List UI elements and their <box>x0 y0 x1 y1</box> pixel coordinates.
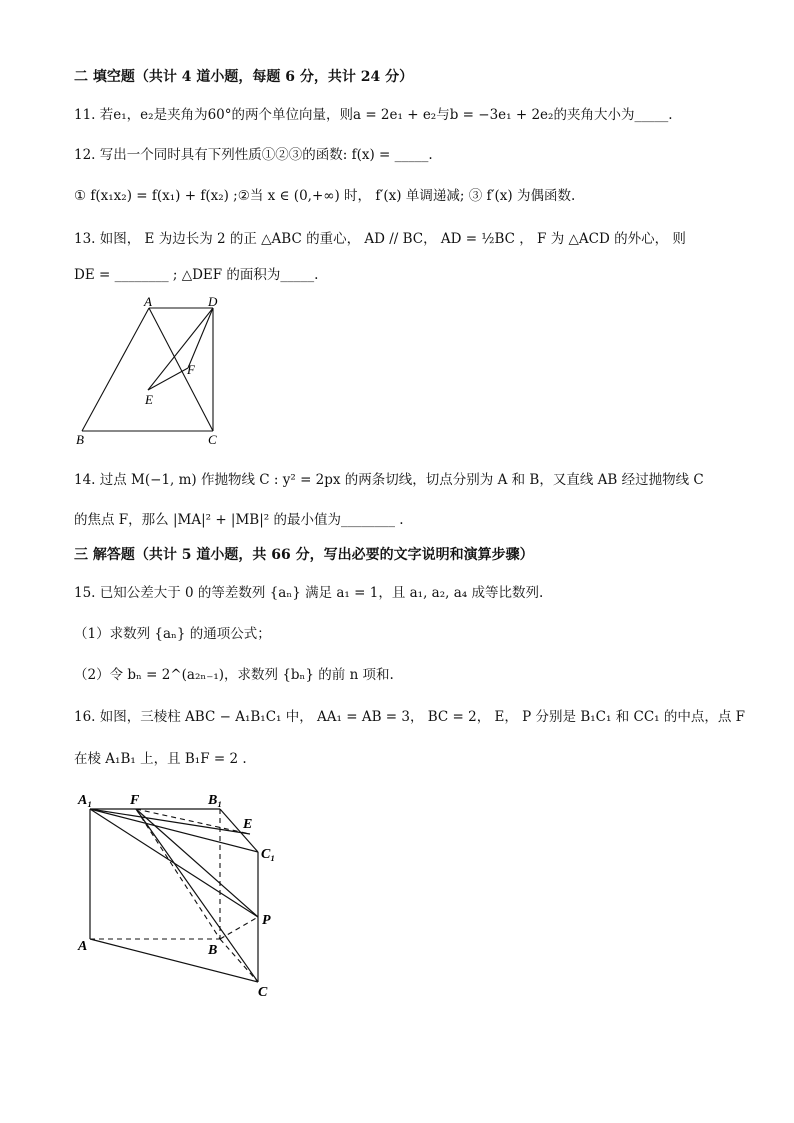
fig13-label-D: D <box>208 296 218 309</box>
figure-13-diagram <box>70 296 230 448</box>
question-13-line-1: 13. 如图， E 为边长为 2 的正 △ABC 的重心， AD // BC， AD = ½BC ， F 为 △ACD 的外心， 则 <box>74 231 686 247</box>
question-13-line-2: DE = ________ ; △DEF 的面积为_____. <box>74 267 319 283</box>
fig13-label-E: E <box>145 392 153 407</box>
fig16-label-F: F <box>130 793 140 808</box>
fig13-label-F: F <box>187 362 195 377</box>
question-12-properties: ① f(x₁x₂) = f(x₁) + f(x₂) ;②当 x ∈ (0,+∞) 时， f′(x) 单调递减; ③ f′(x) 为偶函数. <box>74 188 576 204</box>
question-11: 11. 若e₁，e₂是夹角为60°的两个单位向量，则a = 2e₁ + e₂与b = −3e₁ + 2e₂的夹角大小为_____. <box>74 107 673 123</box>
question-12: 12. 写出一个同时具有下列性质①②③的函数: f(x) = _____. <box>74 147 433 163</box>
question-16-line-2: 在棱 A₁B₁ 上，且 B₁F = 2 . <box>74 751 247 767</box>
question-14-line-1: 14. 过点 M(−1, m) 作抛物线 C : y² = 2px 的两条切线，切点分别为 A 和 B，又直线 AB 经过抛物线 C <box>74 472 704 488</box>
fig16-label-B1: B₁ <box>208 793 223 808</box>
fig16-label-A: A <box>78 939 88 954</box>
fig16-label-E: E <box>243 817 253 832</box>
section-2-heading: 二 填空题（共计 4 道小题，每题 6 分，共计 24 分） <box>74 69 414 85</box>
fig16-label-C1: C₁ <box>261 847 276 862</box>
question-16-line-1: 16. 如图，三棱柱 ABC − A₁B₁C₁ 中， AA₁ = AB = 3， BC = 2， E， P 分别是 B₁C₁ 和 CC₁ 的中点，点 F <box>74 709 746 725</box>
fig16-label-B: B <box>208 943 218 958</box>
fig13-label-C: C <box>208 432 217 447</box>
question-15: 15. 已知公差大于 0 的等差数列 {aₙ} 满足 a₁ = 1，且 a₁, a₂, a₄ 成等比数列. <box>74 585 544 601</box>
section-3-heading: 三 解答题（共计 5 道小题，共 66 分，写出必要的文字说明和演算步骤） <box>74 547 534 563</box>
fig13-label-B: B <box>76 432 84 447</box>
figure-16-prism <box>70 784 300 1004</box>
fig13-label-A: A <box>144 296 152 309</box>
fig16-label-A1: A₁ <box>78 793 93 808</box>
fig16-label-C: C <box>258 985 268 1000</box>
fig16-label-P: P <box>262 913 271 928</box>
question-15-part-2: （2）令 bₙ = 2^(a₂ₙ₋₁)，求数列 {bₙ} 的前 n 项和. <box>74 667 394 683</box>
question-15-part-1: （1）求数列 {aₙ} 的通项公式； <box>74 626 271 642</box>
question-14-line-2: 的焦点 F，那么 |MA|² + |MB|² 的最小值为________ . <box>74 512 404 528</box>
